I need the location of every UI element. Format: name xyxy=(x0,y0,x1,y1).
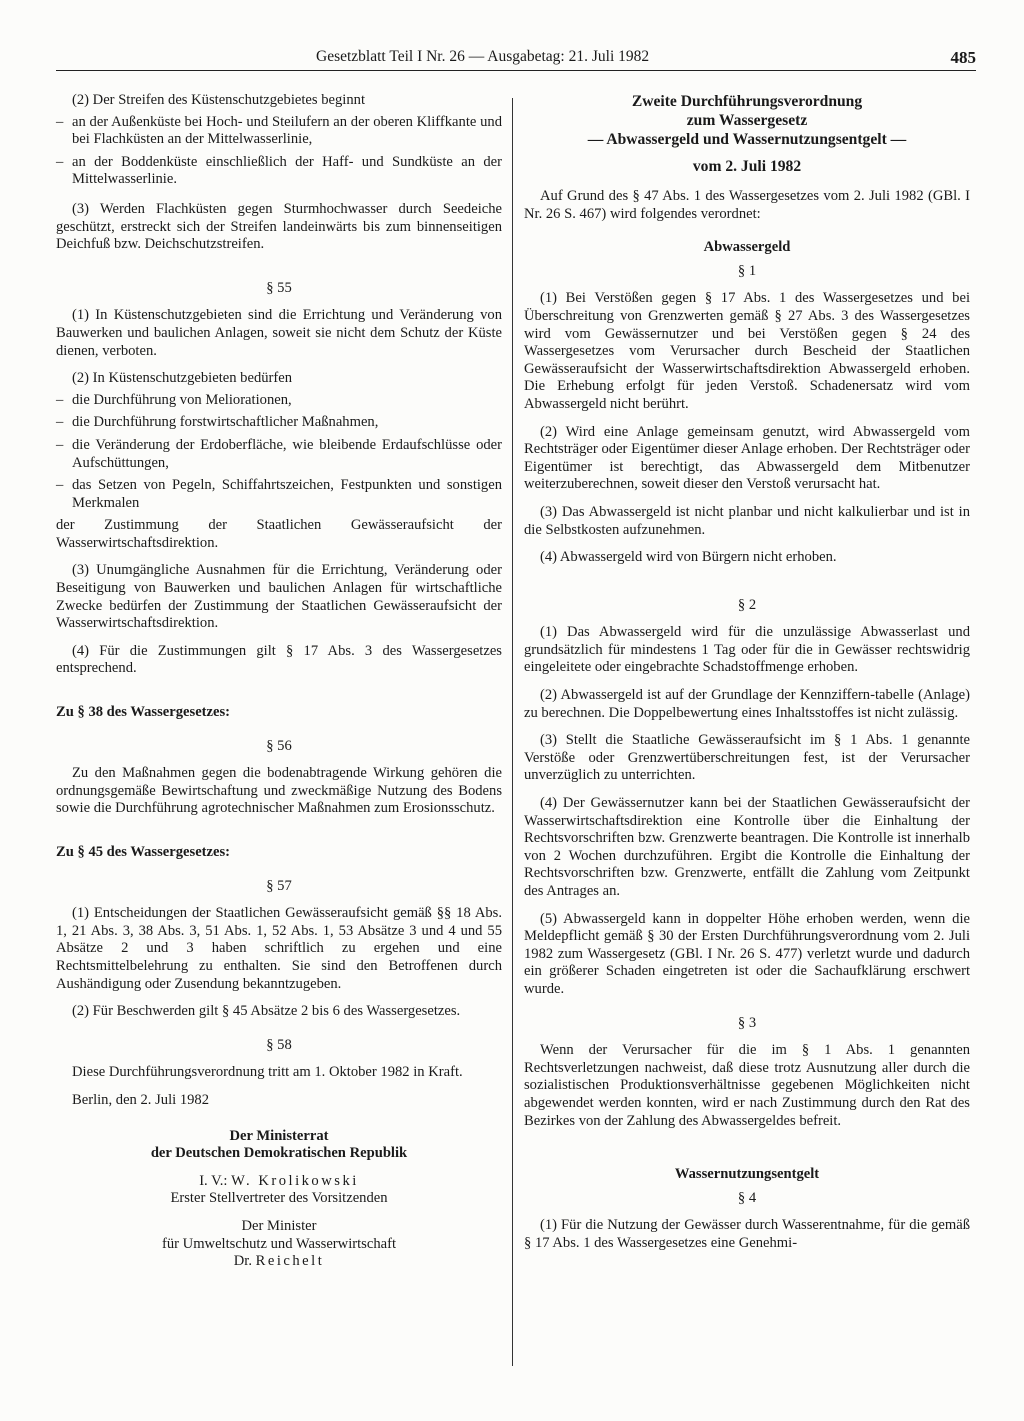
paragraph-57-2: (2) Für Beschwerden gilt § 45 Absätze 2 bis 6 des Wassergesetzes. xyxy=(72,1003,461,1020)
paragraph-58: Diese Durchführungsverordnung tritt am 1. Oktober 1982 in Kraft. xyxy=(72,1064,463,1081)
paragraph-2-4: (4) Der Gewässernutzer kann bei der Staatlichen Gewässeraufsicht der Wasserwirtschaftsdirektion eine Kontrolle über die Einhaltung der Rechtsvorschriften bzw. Grenzwerte beantragen. Die Kontrolle ist innerhalb von 2 Wochen durchzuführen. Ergibt die Kontrolle die Einhaltung der Rechtsvorschriften bzw. Grenzwerte, entfällt die Zahlung vom Zeitpunkt des Antrages an. xyxy=(524,795,970,899)
section-heading-abwassergeld: Abwassergeld xyxy=(703,239,791,256)
section-55-heading: § 55 xyxy=(266,279,292,296)
list-item: – die Durchführung forstwirtschaftlicher Maßnahmen, xyxy=(56,414,502,432)
paragraph-3: Wenn der Verursacher für die im § 1 Abs. 1 genannten Rechtsverletzungen nachweist, daß diese trotz Ausnutzung aller durch die sozialistischen Produktionsverhältnisse gegebenen Möglichkeiten nicht abgewendet werden konnten, wird er nach Zustimmung durch den Rat des Bezirkes von der Zahlung des Abwassergeldes befreit. xyxy=(524,1042,970,1129)
section-58-heading: § 58 xyxy=(266,1036,292,1053)
list-item: – an der Boddenküste einschließlich der Haff- und Sundküste an der Mittelwasserlinie. xyxy=(56,154,502,189)
list-item: – die Veränderung der Erdoberfläche, wie bleibende Erdaufschlüsse oder Aufschüttungen, xyxy=(56,437,502,472)
section-3-heading: § 3 xyxy=(737,1014,757,1031)
signature-line: für Umweltschutz und Wasserwirtschaft xyxy=(161,1235,397,1252)
paragraph-2-2: (2) Abwassergeld ist auf der Grundlage der Kennziffern-tabelle (Anlage) zu berechnen. Die Doppelbewertung eines Inhaltsstoffes ist nicht zulässig. xyxy=(524,687,970,721)
signature-name-line xyxy=(56,1173,502,1191)
paragraph-54-2-intro: (2) Der Streifen des Küstenschutzgebietes beginnt xyxy=(72,92,366,108)
section-57-heading: § 57 xyxy=(266,877,292,894)
signatory-name: Reichelt xyxy=(255,1253,325,1270)
list-item: – das Setzen von Pegeln, Schiffahrtszeichen, Festpunkten und sonstigen Merkmalen xyxy=(56,477,502,512)
signature-block-ministerrat xyxy=(56,1128,502,1208)
page-header xyxy=(56,46,976,71)
ordinance-title: zum Wassergesetz xyxy=(686,112,808,129)
paragraph-55-3: (3) Unumgängliche Ausnahmen für die Errichtung, Veränderung oder Beseitigung von Bauwerken und baulichen Anlagen für wirtschaftliche Zwecke bedürfen der Zustimmung der Staatlichen Gewässeraufsicht der Wasserwirtschaftsdirektion. xyxy=(56,562,502,632)
paragraph-56: Zu den Maßnahmen gegen die bodenabtragende Wirkung gehören die ordnungsgemäße Bewirtschaftung und zweckmäßige Nutzung des Bodens sowie die Durchführung agrotechnischer Maßnahmen zum Erosionsschutz. xyxy=(56,765,502,817)
section-heading-wassernutzungsentgelt: Wassernutzungsentgelt xyxy=(674,1166,820,1183)
signature-block-minister xyxy=(56,1218,502,1271)
paragraph-2-3: (3) Stellt die Staatliche Gewässeraufsicht im § 1 Abs. 1 genannte Verstöße oder Grenzwertüberschreitungen fest, ist der Verursacher unverzüglich zu unterrichten. xyxy=(524,732,970,784)
paragraph-1-1: (1) Bei Verstößen gegen § 17 Abs. 1 des Wassergesetzes und bei Überschreitung von Grenzwerten gemäß § 27 Abs. 3 des Wassergesetzes wird vom Gewässernutzer und bei Verstößen gegen § 24 des Wassergesetzes vom Verursacher durch Bescheid der Staatlichen Gewässeraufsicht der Wasserwirtschaftsdirektion Abwassergeld erhoben. Die Erhebung erfolgt für jeden Verstoß. Schadenersatz wird vom Abwassergeld nicht berührt. xyxy=(524,290,970,412)
preamble: Auf Grund des § 47 Abs. 1 des Wassergesetzes vom 2. Juli 1982 (GBl. I Nr. 26 S. 467) wird folgendes verordnet: xyxy=(524,188,970,222)
paragraph-2-5: (5) Abwassergeld kann in doppelter Höhe erhoben werden, wenn die Meldepflicht gemäß § 30 der Ersten Durchführungsverordnung vom 2. Juli 1982 zum Wassergesetz (GBl. I Nr. 26 S. 477) verletzt wurde und dadurch ein größerer Schaden eingetreten ist oder die Sachaufklärung erschwert wurde. xyxy=(524,910,970,997)
signature-line: Der Minister xyxy=(241,1217,317,1234)
signature-line: Erster Stellvertreter des Vorsitzenden xyxy=(170,1190,388,1207)
ordinance-subtitle: — Abwassergeld und Wassernutzungsentgelt — xyxy=(587,131,907,148)
paragraph-4-1: (1) Für die Nutzung der Gewässer durch Wasserentnahme, für die gemäß § 17 Abs. 1 des Wassergesetzes eine Genehmi- xyxy=(524,1217,970,1251)
ordinance-title: Zweite Durchführungsverordnung xyxy=(631,93,863,110)
page-number: 485 xyxy=(950,48,976,67)
signature-line: Der Ministerrat xyxy=(229,1127,329,1144)
paragraph-55-2-end: der Zustimmung der Staatlichen Gewässeraufsicht der Wasserwirtschaftsdirektion. xyxy=(56,517,502,551)
paragraph-55-1: (1) In Küstenschutzgebieten sind die Errichtung und Veränderung von Bauwerken und baulichen Anlagen, soweit sie nicht dem Schutz der Küste dienen, verboten. xyxy=(56,307,502,359)
section-4-heading: § 4 xyxy=(737,1189,757,1206)
ordinance-date: vom 2. Juli 1982 xyxy=(692,158,802,175)
list-item: – an der Außenküste bei Hoch- und Steilufern an der oberen Kliffkante und bei Flachküsten an der Mittelwasserlinie, xyxy=(56,114,502,149)
paragraph-55-4: (4) Für die Zustimmungen gilt § 17 Abs. 3 des Wassergesetzes entsprechend. xyxy=(56,642,502,677)
left-column xyxy=(56,92,502,1271)
column-divider xyxy=(512,98,513,1366)
place-date: Berlin, den 2. Juli 1982 xyxy=(72,1091,210,1108)
signature-prefix: I. V.: xyxy=(199,1172,232,1189)
paragraph-54-3: (3) Werden Flachküsten gegen Sturmhochwasser durch Seedeiche geschützt, erstreckt sich der Streifen landeinwärts bis zum binnenseitigen Deichfuß bzw. Deichschutzstreifen. xyxy=(56,200,502,253)
reference-heading-45: Zu § 45 des Wassergesetzes: xyxy=(56,844,231,860)
signatory-name: W. Krolikowski xyxy=(231,1172,359,1189)
header-title: Gesetzblatt Teil I Nr. 26 — Ausgabetag: 21. Juli 1982 xyxy=(316,48,650,65)
paragraph-1-3: (3) Das Abwassergeld ist nicht planbar und nicht kalkulierbar und ist in die Selbstkosten aufzunehmen. xyxy=(524,503,970,538)
paragraph-1-2: (2) Wird eine Anlage gemeinsam genutzt, wird Abwassergeld vom Rechtsträger oder Eigentümer dieser Anlage erhoben. Der Rechtsträger oder Eigentümer ist berechtigt, das Abwassergeld dem Mitbenutzer weiterzuberechnen, soweit dieser den Verstoß verursacht hat. xyxy=(524,423,970,493)
paragraph-55-2-intro: (2) In Küstenschutzgebieten bedürfen xyxy=(72,370,293,387)
signature-prefix: Dr. xyxy=(233,1253,256,1270)
reference-heading-38: Zu § 38 des Wassergesetzes: xyxy=(56,704,231,721)
section-56-heading: § 56 xyxy=(266,737,292,754)
section-1-heading: § 1 xyxy=(737,262,757,279)
paragraph-1-4: (4) Abwassergeld wird von Bürgern nicht erhoben. xyxy=(540,549,837,566)
signature-line: der Deutschen Demokratischen Republik xyxy=(150,1145,408,1162)
signature-name-line xyxy=(56,1253,502,1271)
paragraph-57-1: (1) Entscheidungen der Staatlichen Gewässeraufsicht gemäß §§ 18 Abs. 1, 21 Abs. 3, 38 Abs. 3, 51 Abs. 1, 52 Abs. 1, 53 Absätze 3 und 4 und 55 Absätze 2 und 3 haben schriftlich zu ergehen und eine Rechtsmittelbelehrung zu enthalten. Sie sind den Betroffenen durch Aushändigung oder Zusendung bekanntzugeben. xyxy=(56,905,502,992)
paragraph-2-1: (1) Das Abwassergeld wird für die unzulässige Abwasserlast und grundsätzlich für mindestens 1 Tag oder für die in Gewässer rechtswidrig eingeleitete oder eingebrachte Schadstoffmenge erhoben. xyxy=(524,624,970,676)
list-item: – die Durchführung von Meliorationen, xyxy=(56,392,502,410)
section-2-heading: § 2 xyxy=(737,596,757,613)
right-column xyxy=(524,92,970,1263)
